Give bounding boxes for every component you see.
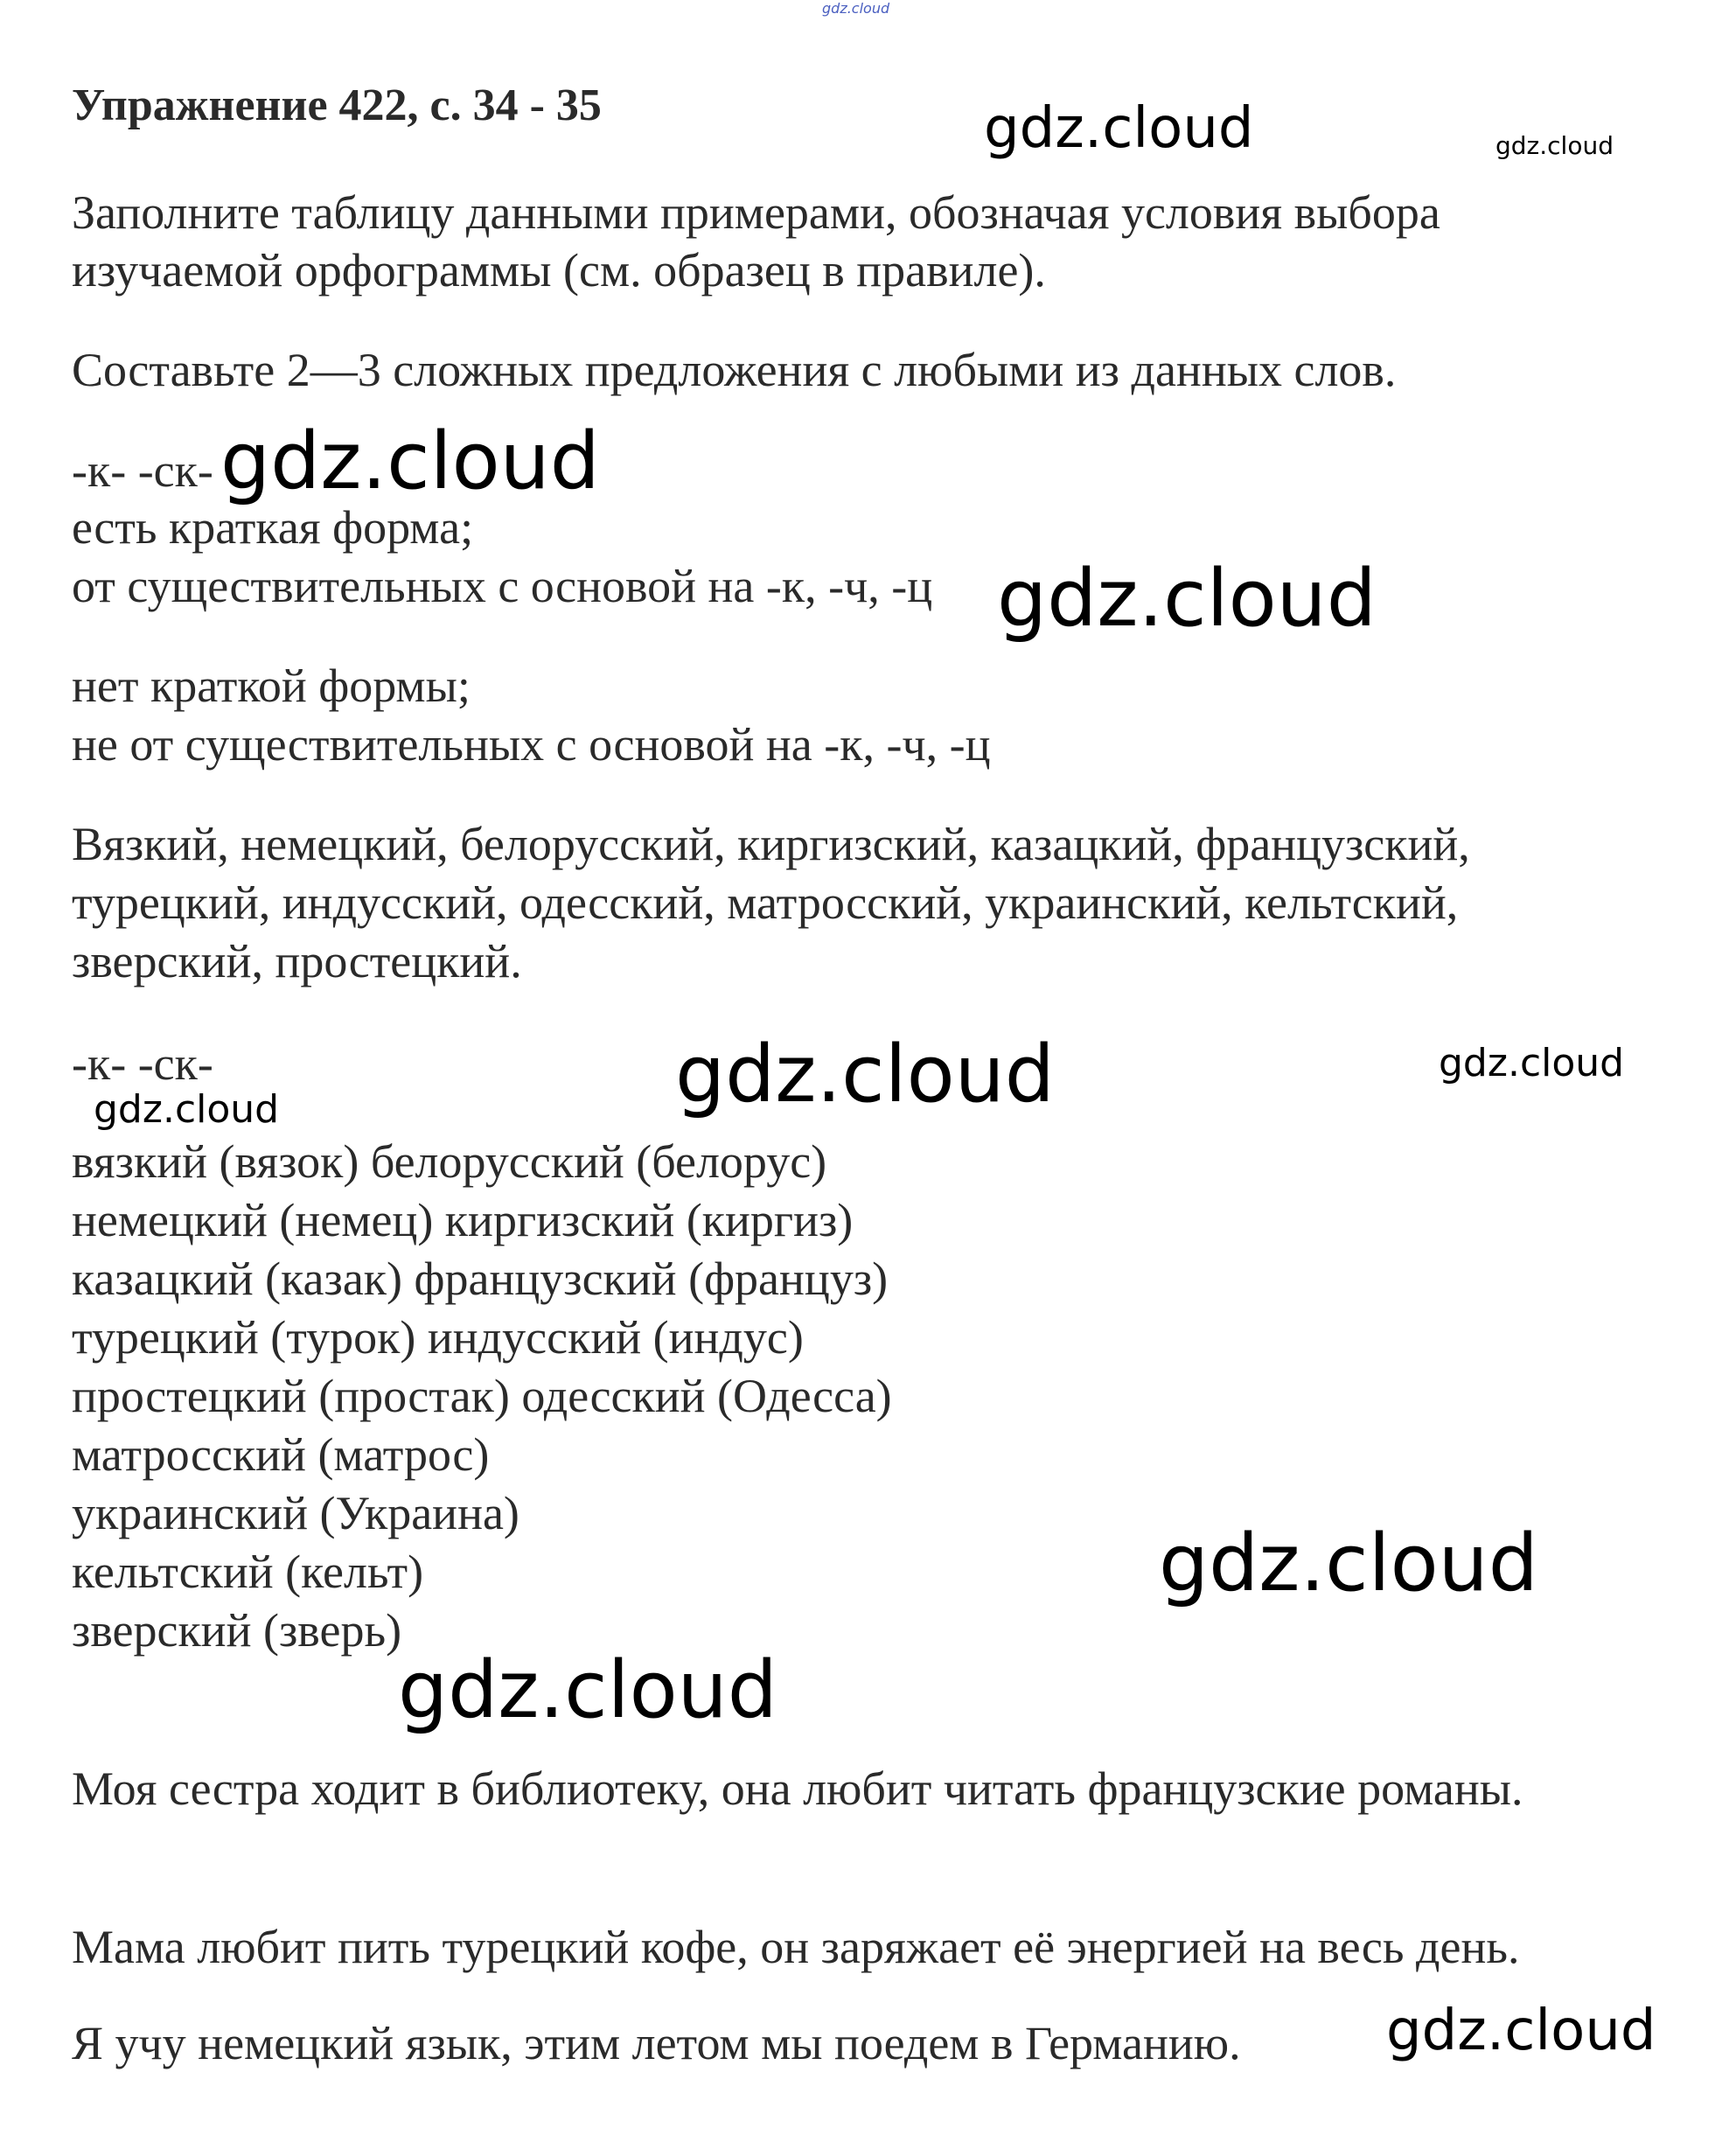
rule-sk-condition-2: не от существительных с основой на -к, -ч, -ц	[72, 718, 991, 771]
rule-sk-condition-1: нет краткой формы;	[72, 659, 471, 712]
table-row: кельтский (кельт)	[72, 1545, 424, 1598]
table-row: матросский (матрос)	[72, 1428, 490, 1481]
table-row: вязкий (вязок) белорусский (белорус)	[72, 1135, 827, 1188]
watermark: gdz.cloud	[94, 1087, 280, 1132]
watermark: gdz.cloud	[220, 415, 600, 507]
sentence-1: Моя сестра ходит в библиотеку, она любит читать французские романы.	[72, 1762, 1523, 1815]
page-title: Упражнение 422, с. 34 - 35	[72, 80, 602, 130]
watermark: gdz.cloud	[398, 1644, 777, 1736]
table-row: немецкий (немец) киргизский (киргиз)	[72, 1194, 854, 1246]
watermark: gdz.cloud	[1495, 131, 1614, 160]
sentence-2: Мама любит пить турецкий кофе, он заряжает её энергией на весь день.	[72, 1921, 1520, 1973]
rule-k-condition-2: от существительных с основой на -к, -ч, -ц	[72, 560, 933, 612]
task-line-2: изучаемой орфограммы (см. образец в правиле).	[72, 244, 1046, 297]
table-row: зверский (зверь)	[72, 1604, 402, 1657]
table-row: простецкий (простак) одесский (Одесса)	[72, 1370, 892, 1422]
task-line-1: Заполните таблицу данными примерами, обозначая условия выбора	[72, 186, 1440, 239]
task-line-3: Составьте 2—3 сложных предложения с любыми из данных слов.	[72, 344, 1397, 396]
words-line-3: зверский, простецкий.	[72, 935, 522, 987]
sentence-3: Я учу немецкий язык, этим летом мы поедем в Германию.	[72, 2017, 1241, 2069]
watermark: gdz.cloud	[1439, 1041, 1625, 1085]
table-row: казацкий (казак) французский (француз)	[72, 1252, 889, 1305]
words-line-2: турецкий, индусский, одесский, матросский, украинский, кельтский,	[72, 876, 1459, 929]
watermark: gdz.cloud	[675, 1029, 1055, 1120]
words-line-1: Вязкий, немецкий, белорусский, киргизский, казацкий, французский,	[72, 818, 1470, 870]
watermark: gdz.cloud	[1159, 1518, 1538, 1609]
rule-header: -к- -ск-	[72, 444, 213, 497]
table-row: украинский (Украина)	[72, 1487, 519, 1539]
watermark: gdz.cloud	[997, 553, 1377, 645]
table-header: -к- -ск-	[72, 1037, 213, 1090]
table-row: турецкий (турок) индусский (индус)	[72, 1311, 804, 1364]
watermark: gdz.cloud	[1386, 1999, 1656, 2063]
top-watermark: gdz.cloud	[822, 0, 890, 17]
watermark: gdz.cloud	[984, 96, 1254, 161]
rule-k-condition-1: есть краткая форма;	[72, 501, 474, 554]
